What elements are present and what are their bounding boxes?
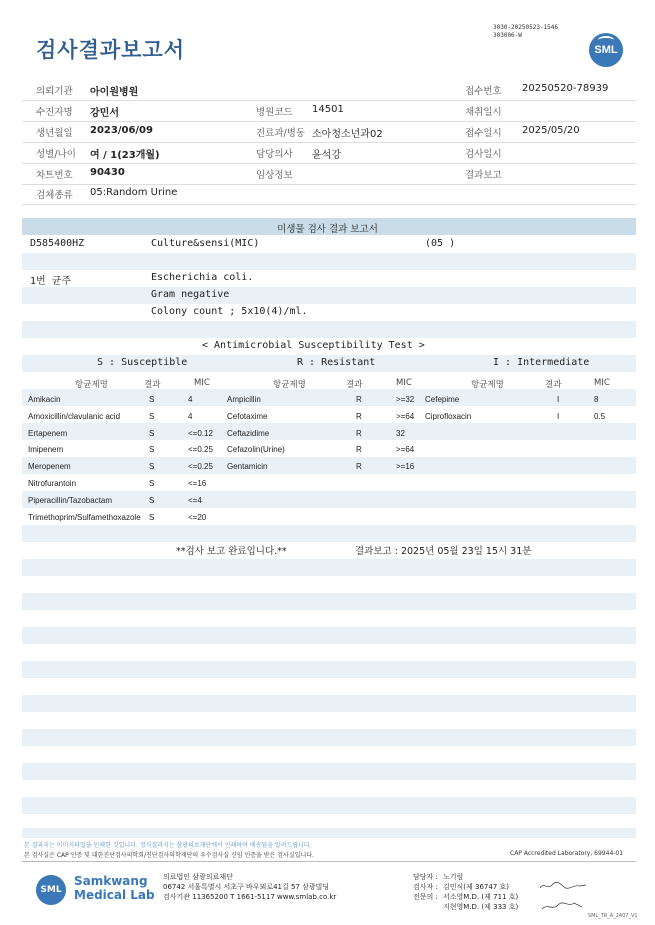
col-header-result: 결과	[144, 380, 161, 390]
field-label: 담당의사	[256, 149, 293, 160]
info-row	[22, 79, 636, 101]
drug-name: Meropenem	[28, 462, 71, 472]
row-band	[22, 423, 636, 440]
report-complete: **검사 보고 완료입니다.**	[176, 546, 287, 557]
brand-line-1: Samkwang	[74, 874, 148, 888]
colony-count: Colony count ; 5x10(4)/ml.	[151, 306, 308, 317]
row-band	[22, 695, 636, 712]
drug-mic: 0.5	[594, 411, 606, 421]
field-value: 2023/06/09	[90, 125, 153, 136]
drug-mic: 4	[188, 411, 193, 421]
drug-name: Ampicillin	[227, 395, 261, 404]
sml-logo: SML	[589, 33, 623, 67]
drug-name: Amikacin	[28, 395, 61, 404]
drug-name: Imipenem	[28, 445, 64, 455]
row-band	[22, 661, 636, 678]
organism-label: 1번 균주	[30, 276, 72, 287]
field-value: 05:Random Urine	[90, 187, 178, 198]
staff-role: 담당자 :	[413, 873, 438, 881]
org-address: 06742 서울특별시 서초구 바우뫼로41길 57 삼광빌딩	[163, 883, 330, 891]
drug-name: Gentamicin	[227, 462, 268, 472]
staff-line	[413, 892, 518, 902]
staff-role: 전문의 :	[413, 893, 438, 901]
drug-result: S	[149, 411, 155, 421]
col-header-mic: MIC	[594, 378, 610, 388]
row-band	[22, 729, 636, 746]
legend-intermediate: I : Intermediate	[493, 357, 590, 368]
field-value: 강민서	[90, 108, 119, 119]
staff-line	[413, 902, 518, 912]
staff-line	[413, 882, 518, 892]
drug-mic: <=16	[188, 479, 207, 488]
drug-result: I	[557, 395, 560, 404]
info-row	[22, 142, 636, 164]
field-value: 14501	[312, 104, 344, 115]
col-header-drug: 항균제명	[75, 380, 108, 390]
drug-result: S	[149, 445, 155, 455]
drug-result: R	[356, 395, 362, 404]
ast-title: < Antimicrobial Susceptibility Test >	[202, 340, 425, 351]
drug-result: S	[149, 395, 155, 404]
drug-mic: 32	[396, 428, 405, 438]
drug-result: S	[149, 479, 155, 488]
drug-mic: >=32	[396, 395, 415, 404]
field-label: 채취일시	[465, 107, 502, 118]
row-band	[22, 525, 636, 542]
field-label: 접수번호	[465, 86, 502, 97]
row-band	[22, 828, 636, 838]
org-name: 의료법인 삼광의료재단	[163, 873, 233, 881]
row-band	[22, 253, 636, 270]
report-title: 검사결과보고서	[36, 38, 186, 62]
ref-code-2: 303006-W	[493, 32, 522, 39]
info-row	[22, 183, 636, 205]
info-row	[22, 121, 636, 143]
row-band	[22, 593, 636, 610]
row-band	[22, 491, 636, 508]
test-code: D585400HZ	[30, 238, 85, 249]
field-label: 진료과/병동	[256, 128, 306, 139]
drug-result: S	[149, 428, 155, 438]
row-band	[22, 763, 636, 780]
field-label: 임상정보	[256, 170, 293, 181]
organization-info	[163, 872, 336, 902]
drug-name: Ceftazidime	[227, 428, 270, 438]
test-name: Culture&sensi(MIC)	[151, 238, 260, 249]
drug-result: R	[356, 445, 362, 455]
organism-name: Escherichia coli.	[151, 272, 254, 283]
field-value: 여 / 1(23개월)	[90, 150, 160, 161]
cap-accreditation: CAP Accredited Laboratory, 69944-01	[510, 850, 624, 857]
drug-name: Trimethoprim/Sulfamethoxazole	[28, 512, 141, 522]
drug-mic: >=64	[396, 445, 415, 455]
drug-mic: <=0.25	[188, 445, 213, 455]
field-value: 윤석강	[312, 150, 341, 161]
info-row	[22, 100, 636, 122]
drug-name: Ciprofloxacin	[425, 411, 472, 421]
signature-1	[538, 880, 588, 892]
row-band	[22, 287, 636, 304]
col-header-result: 결과	[545, 380, 562, 390]
drug-result: S	[149, 495, 155, 505]
legend-susceptible: S : Susceptible	[97, 357, 188, 368]
report-time: 결과보고 : 2025년 05월 23일 15시 31분	[355, 546, 532, 557]
test-number: (05 )	[425, 238, 456, 249]
staff-name: 노기림	[443, 873, 464, 881]
drug-result: S	[149, 512, 155, 522]
drug-name: Amoxicillin/clavulanic acid	[28, 411, 121, 421]
sml-footer-logo: SML	[36, 875, 66, 905]
field-label: 접수일시	[465, 128, 502, 139]
field-label: 검체종류	[36, 190, 73, 201]
col-header-mic: MIC	[396, 378, 412, 388]
field-label: 생년월일	[36, 128, 73, 139]
col-header-drug: 항균제명	[471, 380, 504, 390]
field-label: 병원코드	[256, 107, 293, 118]
drug-result: R	[356, 462, 362, 472]
field-value: 20250520-78939	[522, 83, 609, 94]
field-label: 성별/나이	[36, 149, 76, 160]
image-print-notice: 본 결과지는 이미지파일을 인쇄한 것입니다. 정식결과지는 삼광의료재단에서 인쇄하여 배송됨을 알려드립니다.	[24, 842, 312, 849]
drug-mic: <=0.12	[188, 428, 213, 438]
report-heading: 미생물 검사 결과 보고서	[277, 224, 378, 235]
drug-mic: 8	[594, 395, 599, 404]
staff-signatures	[413, 872, 518, 912]
drug-result: S	[149, 462, 155, 472]
drug-name: Piperacillin/Tazobactam	[28, 495, 113, 505]
col-header-drug: 항균제명	[273, 380, 306, 390]
signature-2	[540, 899, 585, 913]
field-label: 수진자명	[36, 107, 73, 118]
field-label: 결과보고	[465, 170, 502, 181]
field-value: 소아청소년과02	[312, 129, 383, 140]
drug-mic: >=64	[396, 411, 415, 421]
drug-result: I	[557, 411, 560, 421]
col-header-mic: MIC	[194, 378, 210, 388]
drug-result: R	[356, 428, 362, 438]
reference-codes	[493, 24, 558, 40]
row-band	[22, 559, 636, 576]
drug-mic: <=20	[188, 512, 207, 522]
col-header-result: 결과	[346, 380, 363, 390]
row-band	[22, 797, 636, 814]
info-row	[22, 163, 636, 185]
accreditation-notice: 본 검사실은 CAP 인증 및 대한진단검사의학회/진단검사의학재단의 우수검사실 신임 인증을 받은 검사실입니다.	[24, 852, 314, 859]
footer-divider	[22, 861, 636, 862]
field-label: 차트번호	[36, 170, 73, 181]
brand-name	[74, 874, 155, 902]
staff-line	[413, 872, 518, 882]
staff-name: 서소영M.D. (제 711 호)	[443, 893, 519, 901]
ref-code-1: 3030-20250523-1546	[493, 24, 559, 31]
brand-line-2: Medical Lab	[74, 888, 155, 902]
row-band	[22, 457, 636, 474]
drug-mic: >=16	[396, 462, 415, 472]
drug-mic: <=0.25	[188, 462, 213, 472]
drug-name: Nitrofurantoin	[28, 479, 77, 488]
gram-stain: Gram negative	[151, 289, 230, 300]
field-value: 2025/05/20	[522, 125, 580, 136]
row-band	[22, 627, 636, 644]
drug-mic: 4	[188, 395, 193, 404]
drug-name: Ertapenem	[28, 428, 68, 438]
form-code: SML_TR_A_2407_V1	[588, 913, 638, 919]
row-band	[22, 389, 636, 406]
field-value: 아이원병원	[90, 87, 139, 98]
row-band	[22, 321, 636, 338]
staff-role: 검사자 :	[413, 883, 438, 891]
field-label: 검사일시	[465, 149, 502, 160]
field-label: 의뢰기관	[36, 86, 73, 97]
drug-name: Cefepime	[425, 395, 460, 404]
staff-name: 지현영M.D. (제 333 호)	[443, 903, 519, 911]
drug-mic: <=4	[188, 495, 202, 505]
legend-resistant: R : Resistant	[297, 357, 376, 368]
field-value: 90430	[90, 167, 125, 178]
drug-name: Cefotaxime	[227, 411, 268, 421]
org-phone: 검사기관 11365200 T 1661-5117 www.smlab.co.kr	[163, 893, 337, 901]
drug-name: Cefazolin(Urine)	[227, 445, 285, 455]
drug-result: R	[356, 411, 362, 421]
staff-name: 김민식(제 36747 호)	[443, 883, 509, 891]
